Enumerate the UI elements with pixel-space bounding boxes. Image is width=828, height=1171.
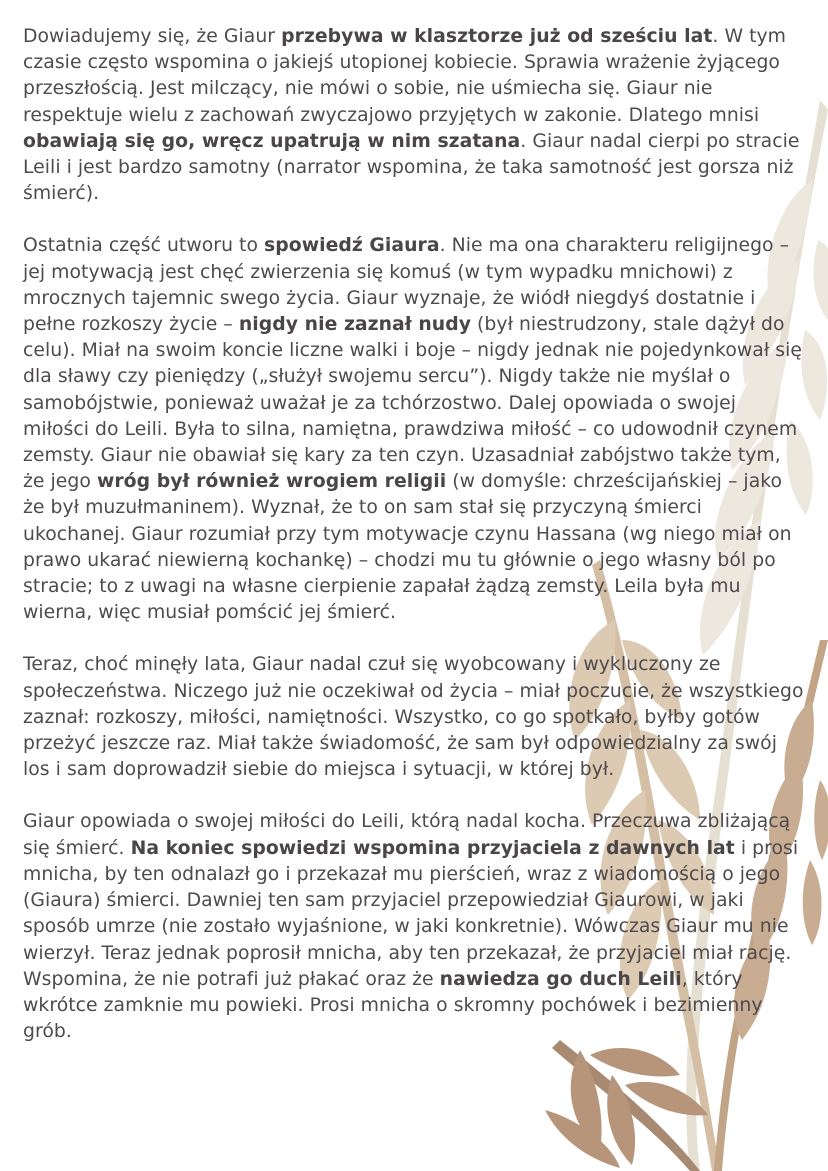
paragraph-1-text: Dowiadujemy się, że Giaur <box>23 26 282 47</box>
paragraph-3-text: Teraz, choć minęły lata, Giaur nadal czuł się wyobcowany i wykluczony ze społeczeństwa. Niczego już nie oczekiwał od życia – miał poczucie, że wszystkiego zaznał: rozkoszy, miłości, namiętności. Wszystko, co go spotkało, byłby gotów przeżyć jeszcze raz. Miał także świadomość, że sam był odpowiedzialny za swój los i sam doprowadził siebie do miejsca i sytuacji, w której był. <box>23 654 804 781</box>
paragraph-4-emphasis: Na koniec spowiedzi wspomina przyjaciela z dawnych lat <box>130 837 735 859</box>
paragraph-2-emphasis: spowiedź Giaura <box>264 235 440 257</box>
paragraph-4-emphasis: nawiedza go duch Leili <box>439 968 682 990</box>
paragraph-4 <box>23 809 805 1045</box>
paragraph-1-text: . W tym czasie często wspomina o jakiejś utopionej kobiecie. Sprawia wrażenie żyjącego przeszłością. Jest milczący, nie mówi o sobie, nie uśmiecha się. Giaur nie respektuje wielu z zachowań zwyczajowo przyjętych w zakonie. Dlatego mnisi <box>23 26 787 126</box>
paragraph-2-emphasis: wróg był również wrogiem religii <box>96 471 447 493</box>
paragraph-3 <box>23 652 805 783</box>
paragraph-2 <box>23 233 805 626</box>
paragraph-2-text: (w domyśle: chrześcijańskiej – jako że był muzułmaninem). Wyznał, że to on sam stał się przyczyną śmierci ukochanej. Giaur rozumiał przy tym motywacje czynu Hassana (wg niego miał on prawo ukarać niewierną kochankę) – chodzi mu tu głównie o jego własny ból po stracie; to z uwagi na własne cierpienie zapałał żądzą zemsty. Leila była mu wierna, więc musiał pomścić jej śmierć. <box>23 471 792 624</box>
paragraph-4-text: i prosi mnicha, by ten odnalazł go i przekazał mu pierścień, wraz z wiadomością o jego (Giaura) śmierci. Dawniej ten sam przyjaciel przepowiedział Giaurowi, w jaki sposób umrze (nie zostało wyjaśnione, w jaki konkretnie). Wówczas Giaur mu nie wierzył. Teraz jednak poprosił mnicha, aby ten przekazał, że przyjaciel miał rację. Wspomina, że nie potrafi już płakać oraz że <box>23 837 799 990</box>
paragraph-2-text: Ostatnia część utworu to <box>23 235 265 257</box>
paragraph-1-emphasis: przebywa w klasztorze już od sześciu lat <box>281 26 713 47</box>
paragraph-2-emphasis: nigdy nie zaznał nudy <box>238 314 472 336</box>
paragraph-4-text: Giaur opowiada o swojej miłości do Leili, którą nadal kocha. Przeczuwa zbliżającą się śmierć. <box>23 811 791 859</box>
paragraph-1 <box>23 24 805 207</box>
paragraph-2-text: . Nie ma ona charakteru religijnego – jej motywacją jest chęć zwierzenia się komuś (w tym wypadku mnichowi) z mrocznych tajemnic swego życia. Giaur wyznaje, że wiódł niegdyś dostatnie i pełne rozkoszy życie – <box>23 235 790 336</box>
document-body <box>23 24 805 1071</box>
paragraph-1-emphasis: obawiają się go, wręcz upatrują w nim szatana <box>23 130 521 152</box>
paragraph-2-text: (był niestrudzony, stale dążył do celu). Miał na swoim koncie liczne walki i boje – nigdy jednak nie pojedynkował się dla sławy czy pieniędzy („służył swojemu sercu”). Nigdy także nie myślał o samobójstwie, ponieważ uważał je za tchórzostwo. Dalej opowiada o swojej miłości do Leili. Była to silna, namiętna, prawdziwa miłość – co udowodnił czynem zemsty. Giaur nie obawiał się kary za ten czyn. Uzasadniał zabójstwo także tym, że jego <box>23 314 802 493</box>
paragraph-1-text: . Giaur nadal cierpi po stracie Leili i jest bardzo samotny (narrator wspomina, że taka samotność jest gorsza niż śmierć). <box>23 130 800 205</box>
paragraph-4-text: , który wkrótce zamknie mu powieki. Prosi mnicha o skromny pochówek i bezimienny grób. <box>23 968 763 1043</box>
